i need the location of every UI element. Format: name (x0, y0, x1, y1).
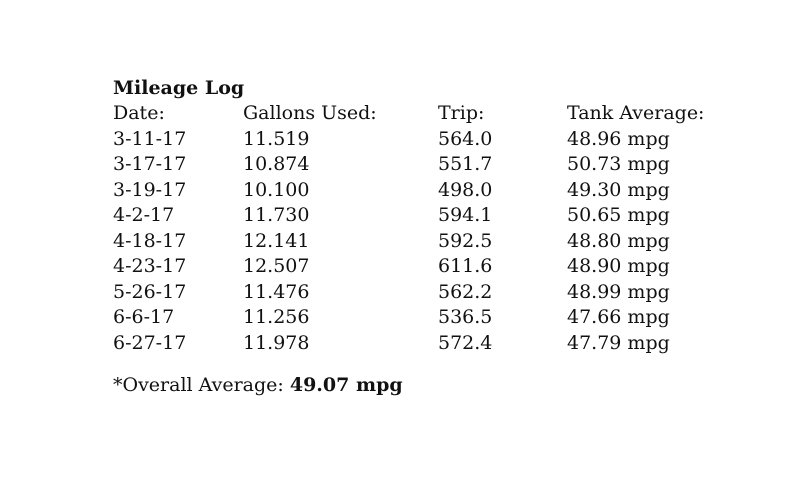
mileage-table (113, 101, 733, 356)
cell-gallons: 10.100 (243, 178, 310, 201)
table-row (113, 203, 733, 229)
cell-date: 5-26-17 (113, 280, 187, 303)
overall-average-label: *Overall Average: (113, 374, 290, 396)
cell-tank-average: 47.66 mpg (567, 306, 670, 328)
table-row (113, 331, 733, 357)
cell-tank-average: 49.30 mpg (567, 178, 670, 201)
cell-trip: 572.4 (438, 331, 493, 354)
cell-trip: 564.0 (438, 127, 493, 150)
table-row (113, 305, 733, 331)
header-tank-average: Tank Average: (567, 102, 705, 124)
cell-gallons: 11.519 (243, 127, 310, 150)
overall-average-value: 49.07 mpg (289, 374, 403, 396)
cell-gallons: 10.874 (243, 153, 310, 175)
cell-date: 4-2-17 (113, 204, 175, 226)
table-row (113, 229, 733, 255)
mileage-log-document (113, 76, 733, 399)
table-header-row (113, 101, 733, 127)
cell-tank-average: 48.90 mpg (567, 255, 670, 277)
cell-date: 4-18-17 (113, 229, 187, 252)
table-row (113, 178, 733, 204)
cell-tank-average: 50.73 mpg (567, 153, 670, 175)
cell-gallons: 11.730 (243, 204, 310, 226)
header-trip: Trip: (438, 102, 485, 124)
header-date: Date: (113, 102, 165, 124)
cell-gallons: 11.256 (243, 306, 310, 328)
overall-average (113, 371, 733, 399)
cell-tank-average: 48.80 mpg (567, 229, 670, 252)
cell-trip: 536.5 (438, 306, 493, 328)
cell-date: 3-11-17 (113, 127, 187, 150)
cell-gallons: 12.507 (243, 255, 310, 277)
cell-gallons: 11.978 (243, 331, 310, 354)
cell-trip: 594.1 (438, 204, 493, 226)
table-row (113, 254, 733, 280)
header-gallons: Gallons Used: (243, 102, 377, 124)
cell-trip: 592.5 (438, 229, 493, 252)
document-title: Mileage Log (113, 77, 245, 99)
cell-gallons: 12.141 (243, 229, 310, 252)
cell-trip: 551.7 (438, 153, 493, 175)
table-row (113, 152, 733, 178)
cell-gallons: 11.476 (243, 280, 310, 303)
cell-tank-average: 48.99 mpg (567, 280, 670, 303)
cell-date: 6-6-17 (113, 306, 175, 328)
cell-trip: 562.2 (438, 280, 493, 303)
cell-date: 3-17-17 (113, 153, 187, 175)
cell-tank-average: 47.79 mpg (567, 331, 670, 354)
table-row (113, 127, 733, 153)
cell-tank-average: 50.65 mpg (567, 204, 670, 226)
cell-tank-average: 48.96 mpg (567, 127, 670, 150)
table-row (113, 280, 733, 306)
cell-date: 3-19-17 (113, 178, 187, 201)
cell-trip: 611.6 (438, 255, 493, 277)
cell-date: 6-27-17 (113, 331, 187, 354)
table-body (113, 101, 733, 356)
cell-trip: 498.0 (438, 178, 493, 201)
cell-date: 4-23-17 (113, 255, 187, 277)
